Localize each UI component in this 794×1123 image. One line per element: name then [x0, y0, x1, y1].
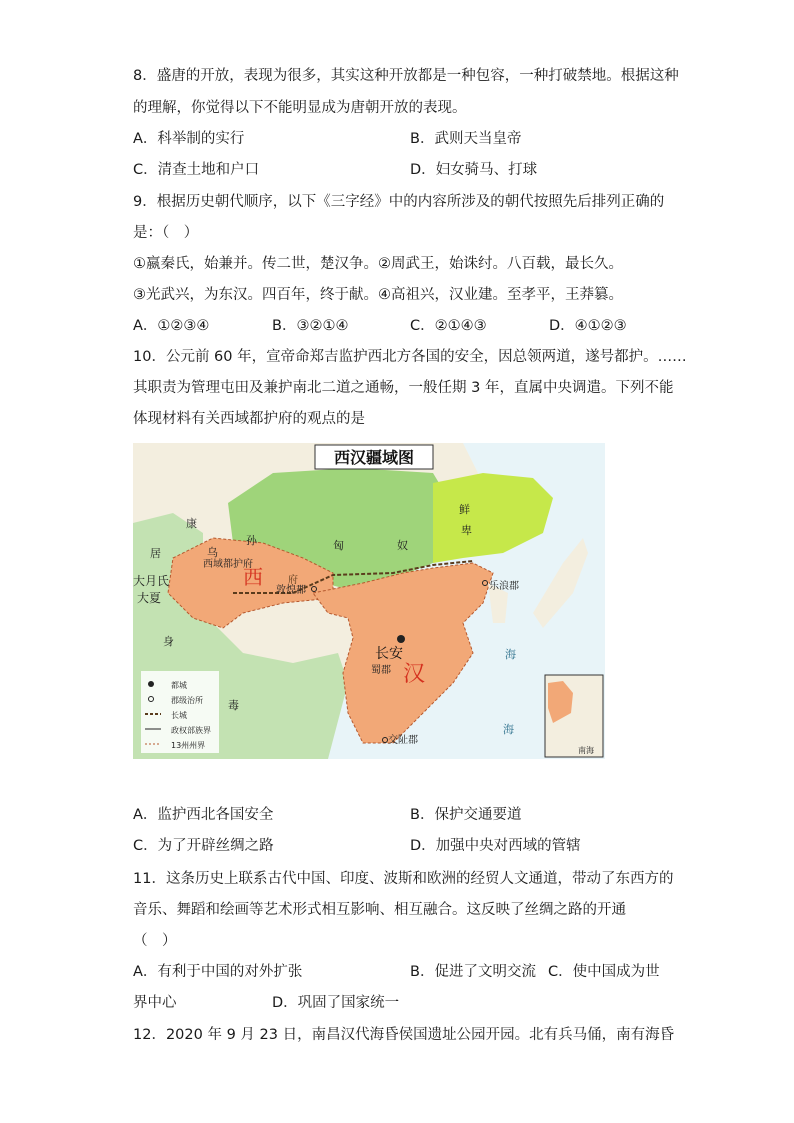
- map-label-dayuezhi: 大月氏: [133, 574, 170, 588]
- map-label-fu: 府: [288, 575, 298, 586]
- legend-item-border: 政权部族界: [171, 726, 211, 735]
- q8-option-d: D．妇女骑马、打球: [410, 162, 538, 178]
- q10-option-d: D．加强中央对西域的管辖: [410, 838, 581, 854]
- map-label-jiaozhi: 交阯郡: [388, 735, 418, 746]
- q10-stem-line2: 其职责为管理屯田及兼护南北二道之通畅，一般任期 3 年，直属中央调遣。下列不能: [133, 380, 674, 396]
- q10-option-b: B．保护交通要道: [410, 807, 522, 823]
- map-label-nu: 奴: [397, 539, 408, 552]
- map-label-shen: 身: [163, 635, 174, 648]
- q9-material-line2: ③光武兴，为东汉。四百年，终于献。④高祖兴，汉业建。至孝平，王莽篡。: [133, 287, 623, 303]
- legend-item-province: 13州州界: [171, 741, 206, 750]
- q11-option-c-part2: 界中心: [133, 995, 177, 1011]
- western-han-territory-map: [133, 443, 605, 759]
- legend-item-commandery: 郡级治所: [171, 696, 203, 705]
- q9-option-d: D．④①②③: [549, 318, 627, 334]
- q9-option-a: A．①②③④: [133, 318, 210, 334]
- q8-stem-line2: 的理解，你觉得以下不能明显成为唐朝开放的表现。: [133, 100, 467, 116]
- map-label-lelang: 乐浪郡: [489, 581, 519, 592]
- q11-stem-line2: 音乐、舞蹈和绘画等艺术形式相互影响、相互融合。这反映了丝绸之路的开通: [133, 902, 626, 918]
- map-inset-label: 南海: [578, 746, 594, 755]
- map-label-bei: 卑: [461, 524, 472, 537]
- q8-option-b: B．武则天当皇帝: [410, 131, 522, 147]
- q11-stem-line1: 11．这条历史上联系古代中国、印度、波斯和欧洲的经贸人文通道，带动了东西方的: [133, 871, 674, 887]
- map-label-ju: 居: [150, 547, 161, 560]
- map-label-du: 毒: [228, 699, 239, 712]
- map-label-han: 汉: [403, 662, 426, 687]
- q11-stem-line3: （ ）: [133, 933, 177, 949]
- map-label-dunhuang: 敦煌郡: [276, 585, 306, 596]
- map-title: 西汉疆域图: [333, 448, 415, 467]
- map-label-xian: 鲜: [459, 503, 470, 516]
- q8-stem-line1: 8．盛唐的开放，表现为很多，其实这种开放都是一种包容，一种打破禁地。根据这种: [133, 68, 679, 84]
- q10-option-a: A．监护西北各国安全: [133, 807, 274, 823]
- legend-item-capital: 都城: [171, 681, 187, 690]
- q9-material-line1: ①嬴秦氏，始兼并。传二世，楚汉争。②周武王，始诛纣。八百载，最长久。: [133, 256, 623, 272]
- q11-option-c-part1: C．使中国成为世: [548, 964, 660, 980]
- legend-item-wall: 长城: [171, 711, 187, 720]
- map-label-kang: 康: [186, 517, 197, 530]
- q8-option-c: C．清查土地和户口: [133, 162, 260, 178]
- q10-stem-line3: 体现材料有关西域都护府的观点的是: [133, 411, 365, 427]
- map-label-xiong: 匈: [333, 539, 344, 552]
- q11-option-a: A．有利于中国的对外扩张: [133, 964, 303, 980]
- map-label-sea1: 海: [505, 648, 516, 661]
- q8-option-a: A．科举制的实行: [133, 131, 245, 147]
- map-label-wu: 乌: [207, 546, 218, 559]
- q11-option-b: B．促进了文明交流: [410, 964, 536, 980]
- map-capital-marker: [397, 635, 405, 643]
- q9-option-c: C．②①④③: [410, 318, 487, 334]
- map-label-xi: 西: [243, 565, 263, 589]
- map-label-sea2: 海: [503, 723, 514, 736]
- q11-option-d: D．巩固了国家统一: [272, 995, 400, 1011]
- q10-option-c: C．为了开辟丝绸之路: [133, 838, 274, 854]
- legend-capital-icon: [148, 681, 154, 687]
- map-label-sun: 孙: [246, 534, 257, 547]
- q12-stem-line1: 12．2020 年 9 月 23 日，南昌汉代海昏侯国遗址公园开园。北有兵马俑，南有海昏: [133, 1027, 675, 1043]
- q9-stem-line1: 9．根据历史朝代顺序，以下《三字经》中的内容所涉及的朝代按照先后排列正确的: [133, 194, 665, 210]
- q10-stem-line1: 10．公元前 60 年，宣帝命郑吉监护西北方各国的安全，因总领两道，遂号都护。……: [133, 349, 687, 365]
- q9-option-b: B．③②①④: [272, 318, 349, 334]
- map-label-shu: 蜀郡: [371, 665, 391, 676]
- map-label-xiyu-duhufu: 西域都护府: [203, 559, 253, 570]
- q9-stem-line2: 是：（ ）: [133, 225, 199, 241]
- map-label-changan: 长安: [375, 646, 403, 662]
- map-label-daxia: 大夏: [137, 591, 162, 605]
